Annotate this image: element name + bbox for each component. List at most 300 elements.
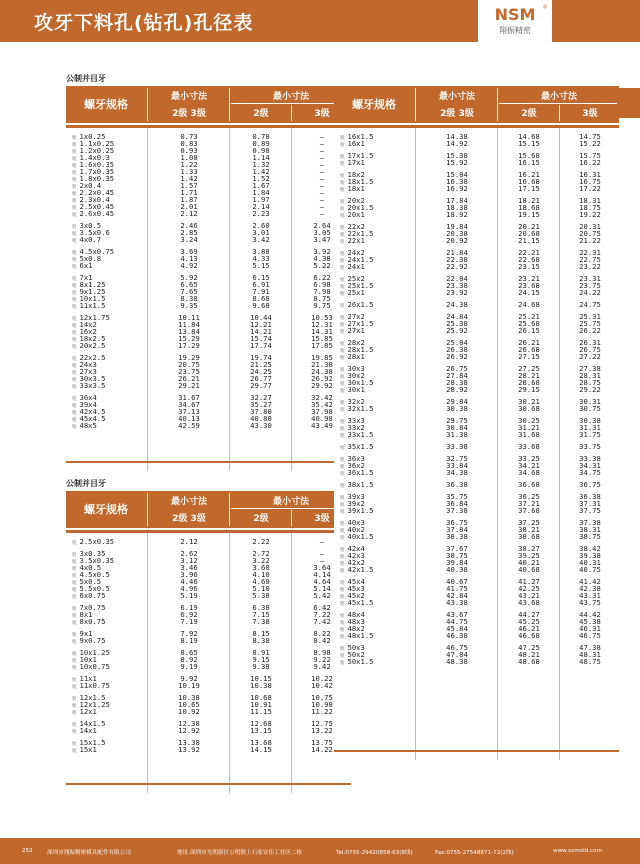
min-size-2-3: 38.75 xyxy=(446,551,468,560)
grade-2-size: 29.77 xyxy=(250,381,272,390)
grade-3-size: – xyxy=(319,174,325,183)
grade-2-size: 41.27 xyxy=(518,577,540,586)
min-size-2-3: 4.13 xyxy=(180,254,198,263)
spec-value: 24x2 xyxy=(347,248,365,257)
spec-value: 4.5x0.5 xyxy=(79,570,110,579)
spec-value: 11x1 xyxy=(79,674,97,683)
thread-spec xyxy=(334,263,414,272)
title-bar xyxy=(0,0,640,42)
table-row xyxy=(66,314,351,321)
grade-2-size: 26.77 xyxy=(250,374,272,383)
logo-text: NSM xyxy=(494,5,536,24)
header-rule xyxy=(291,510,292,526)
header-min-size-b: 最小寸法 xyxy=(272,92,309,102)
spec-value: 33x1.5 xyxy=(347,430,374,439)
grade-2-size: 10.91 xyxy=(250,700,272,709)
header-min-size-a: 最小寸法 xyxy=(170,497,207,507)
header-rule xyxy=(231,508,349,509)
grade-3-size: 20.75 xyxy=(579,229,601,238)
grade-3-size: 7.42 xyxy=(313,617,331,626)
row-group xyxy=(334,339,619,360)
spec-value: 8x1.25 xyxy=(79,280,106,289)
coarse-mark: 粗 xyxy=(72,291,77,296)
grade-3-size: 40.31 xyxy=(579,558,601,567)
table-row xyxy=(66,422,351,429)
grade-3-size: 14.22 xyxy=(311,745,333,754)
coarse-mark: 粗 xyxy=(340,304,345,309)
grade-2-size: 30.25 xyxy=(518,416,540,425)
min-size-2-3: 6.92 xyxy=(180,610,198,619)
grade-2-size: 13.15 xyxy=(250,726,272,735)
spec-value: 40x2 xyxy=(347,525,365,534)
grade-3-size: 17.22 xyxy=(579,184,601,193)
coarse-mark: 粗 xyxy=(340,536,345,541)
table-row xyxy=(334,275,619,282)
grade-3-size: 4.64 xyxy=(313,577,331,586)
table-row xyxy=(66,637,351,644)
min-size-2-3: 46.75 xyxy=(446,643,468,652)
table-row xyxy=(334,644,619,651)
table-body xyxy=(66,530,351,793)
section-title-fine: 公制并目牙 xyxy=(66,479,106,488)
grade-3-size: 15.75 xyxy=(579,151,601,160)
spec-value: 27x2 xyxy=(347,312,365,321)
coarse-mark: 粗 xyxy=(340,278,345,283)
min-size-2-3: 36.75 xyxy=(446,518,468,527)
grade-2-size: 34.21 xyxy=(518,461,540,470)
header-grade-3: 3级 xyxy=(314,109,330,119)
table-row xyxy=(66,229,351,236)
coarse-mark: 粗 xyxy=(72,251,77,256)
grade-3-size: – xyxy=(319,188,325,197)
grade-3-size: 20.31 xyxy=(579,222,601,231)
coarse-mark: 粗 xyxy=(72,749,77,754)
table-row xyxy=(66,708,351,715)
min-size-2-3: 2.62 xyxy=(180,549,198,558)
grade-2-size: 1.14 xyxy=(252,153,270,162)
grade-2-size: 23.21 xyxy=(518,274,540,283)
grade-3-size: 31.75 xyxy=(579,430,601,439)
grade-2-size: 24.25 xyxy=(250,367,272,376)
grade-3-size: 31.31 xyxy=(579,423,601,432)
grade-3-size: 47.38 xyxy=(579,643,601,652)
grade-2-size: 1.42 xyxy=(252,167,270,176)
min-size-2-3: 7.65 xyxy=(180,287,198,296)
min-size-2-3: 0.73 xyxy=(180,132,198,141)
min-size-2-3: 3.12 xyxy=(180,556,198,565)
grade-3-size: – xyxy=(319,167,325,176)
coarse-mark: 粗 xyxy=(340,614,345,619)
table-row xyxy=(66,538,351,545)
spec-value: 5x0.5 xyxy=(79,577,102,586)
table-row xyxy=(334,559,619,566)
grade-2-size: 3.22 xyxy=(252,556,270,565)
grade-3-size: 24.22 xyxy=(579,288,601,297)
spec-value: 25x2 xyxy=(347,274,365,283)
grade-2-size: 24.15 xyxy=(518,288,540,297)
table-row xyxy=(334,237,619,244)
min-size-2-3: 30.38 xyxy=(446,404,468,413)
table-row xyxy=(66,255,351,262)
table-row xyxy=(334,533,619,540)
min-size-2-3: 8.92 xyxy=(180,655,198,664)
grade-2-size: 43.21 xyxy=(518,591,540,600)
coarse-mark: 粗 xyxy=(72,541,77,546)
grade-3-size: 8.42 xyxy=(313,636,331,645)
min-size-2-3: 22.38 xyxy=(446,255,468,264)
spec-value: 42x4.5 xyxy=(79,407,106,416)
grade-2-size: 7.38 xyxy=(252,617,270,626)
grade-2-size: 15.68 xyxy=(518,151,540,160)
coarse-mark: 粗 xyxy=(72,574,77,579)
spec-value: 6x0.75 xyxy=(79,591,106,600)
table-body xyxy=(66,125,351,471)
header-grade-2-3: 2级 3级 xyxy=(172,109,206,119)
grade-2-size: 15.15 xyxy=(518,139,540,148)
table-row xyxy=(66,592,351,599)
coarse-mark: 粗 xyxy=(72,157,77,162)
table-row xyxy=(334,566,619,573)
spec-value: 45x4 xyxy=(347,577,365,586)
header-rule xyxy=(291,105,292,121)
min-size-2-3: 46.38 xyxy=(446,631,468,640)
table-row xyxy=(66,248,351,255)
spec-value: 40x1.5 xyxy=(347,532,374,541)
grade-2-size: 17.15 xyxy=(518,184,540,193)
coarse-mark: 粗 xyxy=(72,685,77,690)
table-row xyxy=(66,274,351,281)
coarse-mark: 粗 xyxy=(72,277,77,282)
coarse-mark: 粗 xyxy=(340,427,345,432)
grade-3-size: 37.38 xyxy=(579,518,601,527)
row-group xyxy=(66,248,351,269)
min-size-2-3: 13.84 xyxy=(178,327,200,336)
spec-value: 36x4 xyxy=(79,393,97,402)
spec-value: 27x1 xyxy=(347,326,365,335)
grade-3-size: 48.31 xyxy=(579,650,601,659)
coarse-mark: 粗 xyxy=(72,171,77,176)
thread-spec xyxy=(66,618,146,627)
coarse-mark: 粗 xyxy=(72,742,77,747)
grade-3-size: – xyxy=(319,556,325,565)
spec-value: 32x2 xyxy=(347,397,365,406)
grade-2-size: 8.15 xyxy=(252,629,270,638)
spec-value: 25x1 xyxy=(347,288,365,297)
coarse-mark: 粗 xyxy=(340,368,345,373)
grade-3-size: 27.22 xyxy=(579,352,601,361)
grade-2-size: 16.68 xyxy=(518,177,540,186)
row-group xyxy=(334,313,619,334)
min-size-2-3: 17.29 xyxy=(178,341,200,350)
grade-2-size: 7.91 xyxy=(252,287,270,296)
grade-3-size: 34.75 xyxy=(579,468,601,477)
table-row xyxy=(66,585,351,592)
grade-3-size: 39.38 xyxy=(579,551,601,560)
grade-3-size: 38.31 xyxy=(579,525,601,534)
row-group xyxy=(66,694,351,715)
table-row xyxy=(334,256,619,263)
coarse-mark: 粗 xyxy=(72,581,77,586)
coarse-mark: 粗 xyxy=(72,614,77,619)
spec-value: 39x4 xyxy=(79,400,97,409)
min-size-2-3: 41.75 xyxy=(446,584,468,593)
table-row xyxy=(66,382,351,389)
grade-2-size: 33.68 xyxy=(518,442,540,451)
grade-2-size: 5.10 xyxy=(252,584,270,593)
grade-2-size: 13.68 xyxy=(250,738,272,747)
header-grade-2: 2级 xyxy=(521,109,537,119)
table-row xyxy=(334,159,619,166)
spec-value: 42x1.5 xyxy=(347,565,374,574)
header-rule xyxy=(147,88,148,121)
table-row xyxy=(66,682,351,689)
grade-3-size: 37.31 xyxy=(579,499,601,508)
spec-value: 48x4 xyxy=(347,610,365,619)
table-row xyxy=(334,578,619,585)
grade-2-size: 28.68 xyxy=(518,378,540,387)
row-group xyxy=(334,417,619,438)
coarse-mark: 粗 xyxy=(340,595,345,600)
grade-3-size: 26.92 xyxy=(311,374,333,383)
grade-2-size: 22.21 xyxy=(518,248,540,257)
spec-value: 3x0.35 xyxy=(79,549,106,558)
coarse-mark: 粗 xyxy=(340,136,345,141)
header-min-size-a: 最小寸法 xyxy=(170,92,207,102)
spec-value: 18x2 xyxy=(347,170,365,179)
table-row xyxy=(334,339,619,346)
table-row xyxy=(66,375,351,382)
spec-value: 9x0.75 xyxy=(79,636,106,645)
grade-2-size: 23.68 xyxy=(518,281,540,290)
grade-2-size: 6.15 xyxy=(252,273,270,282)
grade-2-size: 9.38 xyxy=(252,662,270,671)
min-size-2-3: 38.38 xyxy=(446,532,468,541)
grade-2-size: 38.68 xyxy=(518,532,540,541)
spec-value: 8x0.75 xyxy=(79,617,106,626)
min-size-2-3: 19.29 xyxy=(178,353,200,362)
edge-tab xyxy=(619,88,640,118)
min-size-2-3: 13.92 xyxy=(178,745,200,754)
table-row xyxy=(66,701,351,708)
min-size-2-3: 23.75 xyxy=(178,367,200,376)
coarse-mark: 粗 xyxy=(340,188,345,193)
coarse-mark: 粗 xyxy=(340,174,345,179)
grade-2-size: 20.21 xyxy=(518,222,540,231)
min-size-2-3: 32.75 xyxy=(446,454,468,463)
min-size-2-3: 31.38 xyxy=(446,430,468,439)
table-row xyxy=(334,651,619,658)
spec-value: 36x2 xyxy=(347,461,365,470)
grade-2-size: 8.38 xyxy=(252,636,270,645)
coarse-mark: 粗 xyxy=(72,265,77,270)
spec-value: 18x2.5 xyxy=(79,334,106,343)
grade-3-size: 4.14 xyxy=(313,570,331,579)
grade-3-size: 13.75 xyxy=(311,738,333,747)
spec-value: 38x1.5 xyxy=(347,480,374,489)
table-row xyxy=(334,507,619,514)
grade-2-size: 17.74 xyxy=(250,341,272,350)
min-size-2-3: 35.75 xyxy=(446,492,468,501)
coarse-mark: 粗 xyxy=(340,446,345,451)
spec-value: 36x3 xyxy=(347,454,365,463)
table-row xyxy=(334,592,619,599)
coarse-mark: 粗 xyxy=(72,331,77,336)
header-grade-2: 2级 xyxy=(253,109,269,119)
grade-2-size: 37.80 xyxy=(250,407,272,416)
spec-value: 36x1.5 xyxy=(347,468,374,477)
min-size-2-3: 30.84 xyxy=(446,423,468,432)
table-body xyxy=(334,125,619,760)
grade-2-size: 43.68 xyxy=(518,598,540,607)
min-size-2-3: 2.12 xyxy=(180,537,198,546)
grade-2-size: 48.21 xyxy=(518,650,540,659)
thread-spec xyxy=(334,140,414,149)
grade-3-size: – xyxy=(319,209,325,218)
grade-3-size: 27.38 xyxy=(579,364,601,373)
min-size-2-3: 12.38 xyxy=(178,719,200,728)
grade-2-size: 21.25 xyxy=(250,360,272,369)
header-spec: 螺牙规格 xyxy=(352,98,396,111)
row-group xyxy=(66,630,351,644)
coarse-mark: 粗 xyxy=(340,266,345,271)
header-grade-3: 3级 xyxy=(582,109,598,119)
grade-2-size: 11.15 xyxy=(250,707,272,716)
table-row xyxy=(66,175,351,182)
coarse-mark: 粗 xyxy=(72,143,77,148)
spec-value: 32x1.5 xyxy=(347,404,374,413)
grade-3-size: 8.98 xyxy=(313,648,331,657)
header-rule xyxy=(229,88,230,121)
page-title: 攻牙下料孔(钻孔)孔径表 xyxy=(34,12,254,34)
min-size-2-3: 8.19 xyxy=(180,636,198,645)
min-size-2-3: 25.84 xyxy=(446,338,468,347)
grade-2-size: 9.68 xyxy=(252,301,270,310)
footer-tel: Tel:0755-29420858-63(8线) xyxy=(336,850,413,856)
table-header xyxy=(334,86,619,123)
grade-2-size: 20.68 xyxy=(518,229,540,238)
grade-3-size: 22.31 xyxy=(579,248,601,257)
table-row xyxy=(334,417,619,424)
table-row xyxy=(66,611,351,618)
thread-spec xyxy=(66,302,146,311)
grade-2-size: 4.10 xyxy=(252,570,270,579)
grade-2-size: 27.15 xyxy=(518,352,540,361)
table-row xyxy=(334,263,619,270)
row-group xyxy=(66,538,351,545)
table-row xyxy=(334,197,619,204)
grade-2-size: 42.25 xyxy=(518,584,540,593)
row-group xyxy=(66,675,351,689)
spec-value: 17x1.5 xyxy=(347,151,374,160)
coarse-mark: 粗 xyxy=(72,678,77,683)
spec-value: 1.7x0.35 xyxy=(79,167,115,176)
coarse-mark: 粗 xyxy=(340,382,345,387)
table-row xyxy=(334,320,619,327)
table-row xyxy=(334,552,619,559)
coarse-mark: 粗 xyxy=(340,647,345,652)
coarse-mark: 粗 xyxy=(72,652,77,657)
table-row xyxy=(66,739,351,746)
min-size-2-3: 26.92 xyxy=(446,352,468,361)
grade-2-size: 30.68 xyxy=(518,404,540,413)
coarse-mark: 粗 xyxy=(72,567,77,572)
grade-3-size: 30.38 xyxy=(579,416,601,425)
row-group xyxy=(334,545,619,573)
min-size-2-3: 36.38 xyxy=(446,480,468,489)
min-size-2-3: 34.38 xyxy=(446,468,468,477)
thread-spec xyxy=(66,727,146,736)
spec-value: 1x0.25 xyxy=(79,132,106,141)
table-row xyxy=(334,185,619,192)
coarse-mark: 粗 xyxy=(72,305,77,310)
min-size-2-3: 2.01 xyxy=(180,202,198,211)
table-row xyxy=(334,211,619,218)
table-row xyxy=(334,327,619,334)
min-size-2-3: 3.69 xyxy=(180,247,198,256)
row-group xyxy=(334,171,619,192)
grade-3-size: 17.85 xyxy=(311,341,333,350)
spec-value: 2.6x0.45 xyxy=(79,209,115,218)
min-size-2-3: 11.84 xyxy=(178,320,200,329)
row-group xyxy=(334,644,619,665)
grade-3-size: 5.42 xyxy=(313,591,331,600)
min-size-2-3: 10.11 xyxy=(178,313,200,322)
coarse-mark: 粗 xyxy=(340,143,345,148)
spec-value: 4.5x0.75 xyxy=(79,247,115,256)
spec-value: 33x3 xyxy=(347,416,365,425)
table-row xyxy=(334,379,619,386)
grade-2-size: 0.89 xyxy=(252,139,270,148)
coarse-mark: 粗 xyxy=(72,284,77,289)
min-size-2-3: 1.08 xyxy=(180,153,198,162)
grade-3-size: 24.38 xyxy=(311,367,333,376)
coarse-mark: 粗 xyxy=(340,569,345,574)
coarse-mark: 粗 xyxy=(72,357,77,362)
table-row xyxy=(66,295,351,302)
coarse-mark: 粗 xyxy=(72,397,77,402)
min-size-2-3: 7.92 xyxy=(180,629,198,638)
coarse-mark: 粗 xyxy=(340,472,345,477)
min-size-2-3: 0.83 xyxy=(180,139,198,148)
coarse-mark: 粗 xyxy=(72,225,77,230)
spec-value: 6x1 xyxy=(79,261,93,270)
row-group xyxy=(66,720,351,734)
grade-3-size: – xyxy=(319,153,325,162)
coarse-mark: 粗 xyxy=(72,704,77,709)
coarse-mark: 粗 xyxy=(340,635,345,640)
spec-value: 33x2 xyxy=(347,423,365,432)
coarse-mark: 粗 xyxy=(72,185,77,190)
spec-value: 48x2 xyxy=(347,624,365,633)
thread-spec xyxy=(66,708,146,717)
spec-value: 11x1.5 xyxy=(79,301,106,310)
grade-2-size: 6.91 xyxy=(252,280,270,289)
thread-spec xyxy=(334,533,414,542)
spec-value: 30x3.5 xyxy=(79,374,106,383)
grade-3-size: 3.92 xyxy=(313,247,331,256)
min-size-2-3: 15.38 xyxy=(446,151,468,160)
row-group xyxy=(66,314,351,349)
grade-3-size: 12.75 xyxy=(311,719,333,728)
grade-2-size: 2.72 xyxy=(252,549,270,558)
thread-spec xyxy=(334,431,414,440)
footer-website: www.xzmold.com xyxy=(553,848,602,854)
coarse-mark: 粗 xyxy=(72,136,77,141)
grade-2-size: 45.25 xyxy=(518,617,540,626)
coarse-mark: 粗 xyxy=(72,317,77,322)
min-size-2-3: 3.46 xyxy=(180,563,198,572)
grade-3-size: 23.31 xyxy=(579,274,601,283)
